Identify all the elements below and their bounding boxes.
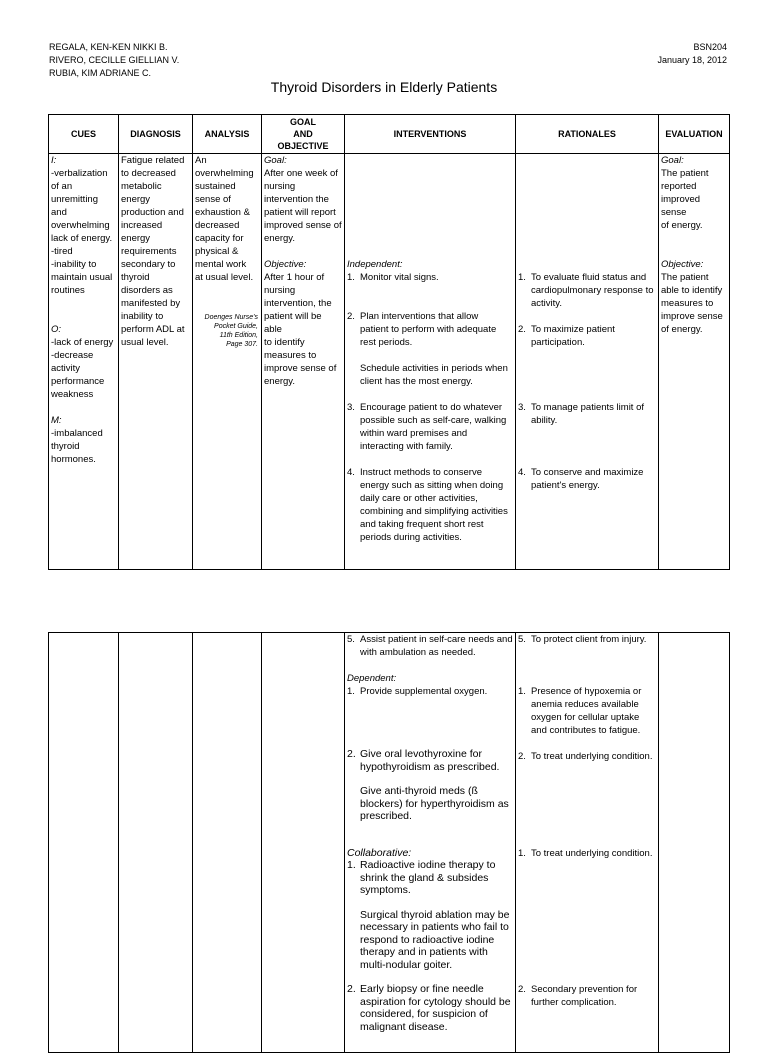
analysis-cell [193,633,262,1053]
evaluation-line: The patient [661,272,709,283]
item-number: 1. [518,686,526,697]
rationale-item [518,466,656,492]
intervention-item [347,271,513,284]
diagnosis-cell [119,633,193,1053]
rationales-cell [516,154,659,570]
item-number: 1. [518,272,526,283]
cue-line: weakness [51,389,94,400]
objective-line: measures to [264,350,317,361]
cue-line: overwhelming [51,220,110,231]
diagnosis-line: thyroid [121,272,150,283]
section-code: BSN204 [693,42,727,52]
page-title: Thyroid Disorders in Elderly Patients [270,79,498,95]
table-row [49,633,730,1053]
analysis-line: sense of [195,194,231,205]
interventions-cell [345,154,516,570]
citation-line: 11th Edition, [219,332,258,339]
evaluation-line: The patient [661,168,709,179]
intervention-item [347,310,513,388]
intervention-item [347,748,513,823]
item-number: 1. [518,848,526,859]
intervention-line: hypothyroidism as prescribed. [360,760,500,773]
rationale-line: anemia reduces available [531,699,639,710]
rationale-line: further complication. [531,997,617,1008]
rationale-line: and contributes to fatigue. [531,725,641,736]
rationale-item [518,750,656,763]
goal-line: nursing [264,181,296,192]
column-header-cues: CUES [49,115,119,154]
cue-label-i: I: [51,155,57,166]
goal-line: intervention the [264,194,329,205]
goal-line: improved sense of [264,220,342,231]
intervention-line: patient to perform with adequate [360,324,497,335]
intervention-item [347,466,513,544]
cue-line: -imbalanced [51,428,103,439]
rationale-item [518,847,656,860]
intervention-line: combining and simplifying activities [360,506,508,517]
goal-header-line: OBJECTIVE [277,141,329,151]
objective-label: Objective: [264,259,307,270]
evaluation-line: reported [661,181,697,192]
intervention-line: therapy and in patients with [360,946,488,958]
cue-line: maintain usual [51,272,113,283]
intervention-line: malignant disease. [360,1020,448,1033]
intervention-line: Give anti-thyroid meds (ß [360,785,478,797]
evaluation-line: of energy. [661,220,703,231]
item-number: 3. [347,402,355,413]
column-header-goal [262,115,345,154]
diagnosis-cell [119,154,193,570]
intervention-line: aspiration for cytology should be [360,995,511,1008]
goal-line: patient will report [264,207,336,218]
intervention-line: Give oral levothyroxine for [360,748,482,760]
interventions-cell [345,633,516,1053]
intervention-line: considered, for suspicion of [360,1008,488,1020]
rationale-line: To maximize patient [531,324,615,335]
item-number: 3. [518,402,526,413]
collaborative-label: Collaborative: [347,846,412,859]
objective-line: intervention, the [264,298,332,309]
intervention-line: with ambulation as needed. [360,647,476,658]
cue-label-o: O: [51,324,62,335]
evaluation-line: measures to [661,298,714,309]
rationales-cell [516,633,659,1053]
diagnosis-line: energy [121,233,151,244]
analysis-line: exhaustion & [195,207,250,218]
intervention-line: respond to radioactive iodine [360,933,495,946]
analysis-line: overwhelming [195,168,254,179]
intervention-line: within ward premises and [360,428,468,439]
table-header-row [49,115,730,154]
citation-line: Doenges Nurse's [204,314,258,321]
rationale-item [518,685,656,737]
cue-line: hormones. [51,454,96,465]
analysis-line: capacity for [195,233,244,244]
rationale-line: Secondary prevention for [531,984,638,995]
rationale-line: To manage patients limit of [531,402,645,413]
author-name: REGALA, KEN-KEN NIKKI B. [49,42,168,52]
intervention-line: blockers) for hyperthyroidism as [360,797,509,810]
rationale-item [518,633,656,646]
objective-line: to identify [264,337,305,348]
objective-line: patient will be able [264,311,322,335]
diagnosis-line: secondary to [121,259,176,270]
intervention-item [347,983,513,1033]
intervention-line: Monitor vital signs. [360,272,439,283]
diagnosis-line: energy [121,194,151,205]
rationale-line: Presence of hypoxemia or [531,686,642,697]
rationale-line: activity. [531,298,562,309]
cue-line: -decrease [51,350,94,361]
intervention-line: multi-nodular goiter. [360,958,453,971]
item-number: 4. [347,467,355,478]
intervention-line: shrink the gland & subsides [360,871,489,884]
objective-line: energy. [264,376,295,387]
item-number: 1. [347,859,356,871]
goal-cell [262,633,345,1053]
intervention-item [347,685,513,698]
item-number: 1. [347,272,355,283]
intervention-line: Schedule activities in periods when [360,363,508,374]
rationale-line: participation. [531,337,585,348]
intervention-line: and taking frequent short rest [360,519,484,530]
rationale-line: To treat underlying condition. [531,751,653,762]
evaluation-line: able to identify [661,285,723,296]
intervention-line: energy such as sitting when doing [360,480,504,491]
intervention-line: Assist patient in self-care needs and [360,634,513,645]
analysis-line: at usual level. [195,272,254,283]
rationale-item [518,983,656,1009]
document-date: January 18, 2012 [657,55,727,65]
diagnosis-line: inability to [121,311,164,322]
evaluation-goal-label: Goal: [661,155,684,166]
goal-label: Goal: [264,155,287,166]
intervention-line: Plan interventions that allow [360,311,479,322]
item-number: 2. [347,311,355,322]
cue-line: and [51,207,67,218]
cues-cell [49,154,119,570]
analysis-line: decreased [195,220,240,231]
intervention-line: daily care or other activities, [360,493,478,504]
intervention-line: Provide supplemental oxygen. [360,686,488,697]
column-header-diagnosis: DIAGNOSIS [119,115,193,154]
analysis-cell [193,154,262,570]
evaluation-cell [659,633,730,1053]
goal-header-line: AND [293,129,313,139]
diagnosis-line: increased [121,220,163,231]
table-row [49,154,730,570]
cue-line: lack of energy. [51,233,113,244]
care-plan-continuation-table [48,632,730,1053]
citation-line: Pocket Guide, [214,323,258,330]
objective-line: nursing [264,285,296,296]
intervention-line: rest periods. [360,337,413,348]
goal-line: After one week of [264,168,338,179]
cue-line: activity [51,363,81,374]
cue-line: -inability to [51,259,97,270]
diagnosis-line: manifested by [121,298,181,309]
item-number: 4. [518,467,526,478]
rationale-line: oxygen for cellular uptake [531,712,640,723]
item-number: 5. [518,634,526,645]
intervention-line: possible such as self-care, walking [360,415,507,426]
item-number: 2. [347,983,356,995]
rationale-line: To evaluate fluid status and [531,272,647,283]
diagnosis-line: requirements [121,246,177,257]
intervention-line: client has the most energy. [360,376,473,387]
objective-line: After 1 hour of [264,272,325,283]
goal-header-line: GOAL [290,117,316,127]
intervention-line: Radioactive iodine therapy to [360,859,496,871]
evaluation-line: of energy. [661,324,703,335]
intervention-line: necessary in patients who fail to [360,921,509,933]
intervention-line: symptoms. [360,884,411,896]
analysis-line: An [195,155,207,166]
cue-line: thyroid [51,441,80,452]
care-plan-table [48,114,730,570]
dependent-label: Dependent: [347,673,397,684]
cue-line: -verbalization [51,168,108,179]
evaluation-objective-label: Objective: [661,259,704,270]
rationale-line: ability. [531,415,558,426]
column-header-analysis: ANALYSIS [193,115,262,154]
goal-line: energy. [264,233,295,244]
author-name: RIVERO, CECILLE GIELLIAN V. [49,55,180,65]
intervention-line: Surgical thyroid ablation may be [360,908,510,921]
intervention-item [347,401,513,453]
cue-line: performance [51,376,105,387]
evaluation-line: improved sense [661,194,701,218]
rationale-line: cardiopulmonary response to [531,285,654,296]
intervention-line: Early biopsy or fine needle [360,983,484,995]
item-number: 2. [518,751,526,762]
rationale-line: To protect client from injury. [531,634,647,645]
rationale-line: To conserve and maximize [531,467,644,478]
diagnosis-line: metabolic [121,181,162,192]
diagnosis-line: disorders as [121,285,173,296]
evaluation-line: improve sense [661,311,723,322]
evaluation-cell [659,154,730,570]
diagnosis-line: to decreased [121,168,176,179]
rationale-line: To treat underlying condition. [531,848,653,859]
author-name: RUBIA, KIM ADRIANE C. [49,68,152,78]
column-header-evaluation: EVALUATION [659,115,730,154]
analysis-line: sustained [195,181,236,192]
intervention-line: Instruct methods to conserve [360,467,482,478]
item-number: 2. [518,324,526,335]
cue-label-m: M: [51,415,62,426]
analysis-line: mental work [195,259,247,270]
diagnosis-line: perform ADL at [121,324,185,335]
cue-line: -tired [51,246,73,257]
author-list [49,41,179,80]
rationale-item [518,323,656,349]
cue-line: of an [51,181,73,192]
cue-line: unremitting [51,194,98,205]
citation-line: Page 307. [226,341,258,348]
diagnosis-line: Fatigue related [121,155,185,166]
intervention-line: interacting with family. [360,441,453,452]
analysis-line: physical & [195,246,239,257]
item-number: 1. [347,686,355,697]
independent-label: Independent: [347,259,403,270]
rationale-item [518,271,656,310]
rationale-item [518,401,656,427]
intervention-item [347,633,513,659]
intervention-line: prescribed. [360,810,412,822]
cue-line: routines [51,285,85,296]
header-right [657,41,727,67]
item-number: 2. [347,748,356,760]
cues-cell [49,633,119,1053]
column-header-rationales: RATIONALES [516,115,659,154]
intervention-line: Encourage patient to do whatever [360,402,503,413]
reference-citation [195,313,259,349]
rationale-line: patient's energy. [531,480,600,491]
item-number: 5. [347,634,355,645]
intervention-item [347,859,513,971]
diagnosis-line: production and [121,207,184,218]
intervention-line: periods during activities. [360,532,462,543]
diagnosis-line: usual level. [121,337,169,348]
cue-line: -lack of energy [51,337,114,348]
goal-cell [262,154,345,570]
column-header-interventions: INTERVENTIONS [345,115,516,154]
item-number: 2. [518,984,526,995]
objective-line: improve sense of [264,363,337,374]
